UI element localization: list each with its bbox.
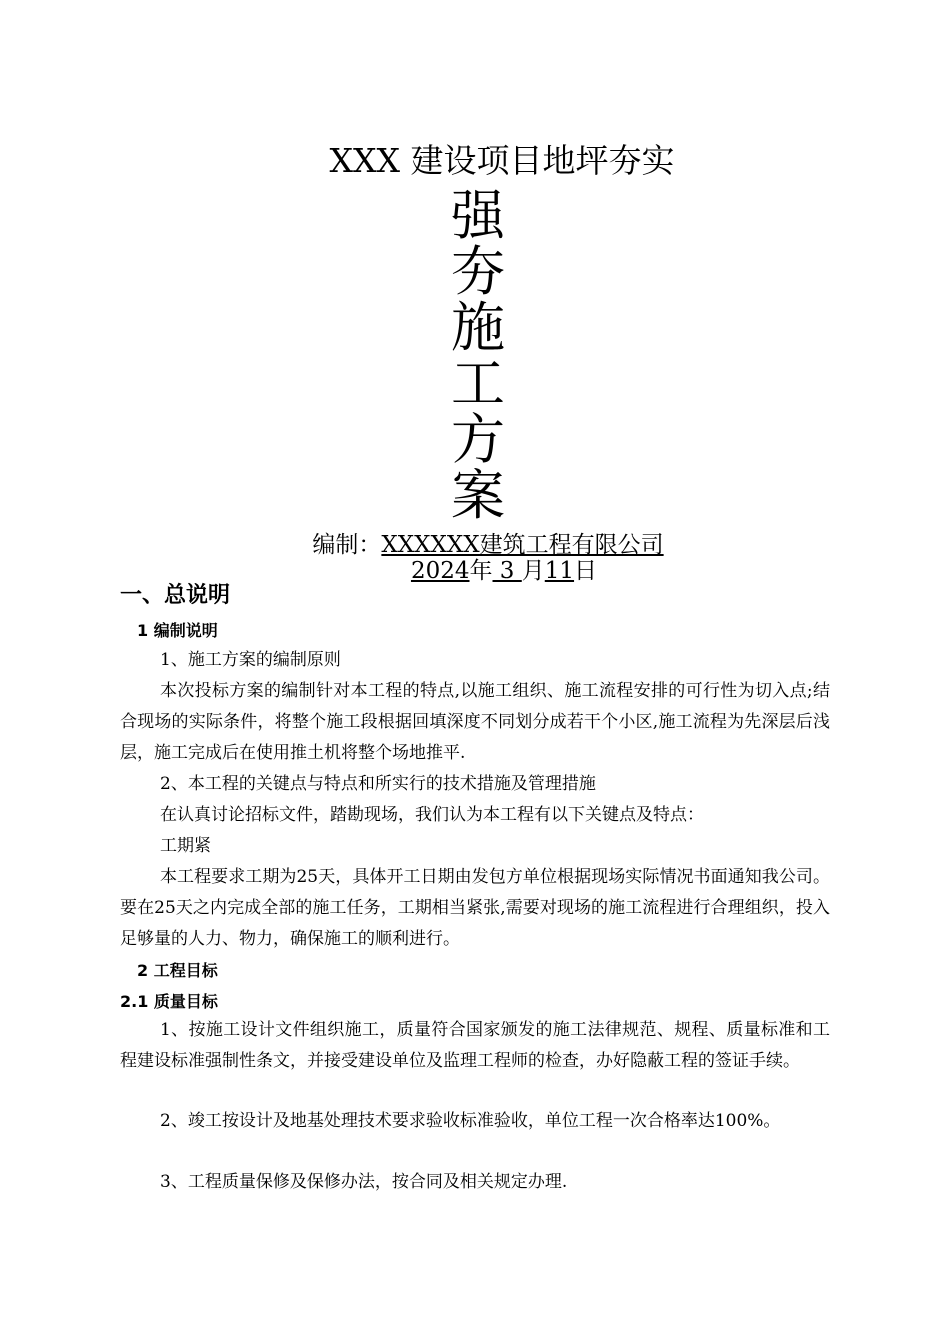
document-title: XXX 建设项目地坪夯实: [329, 141, 675, 180]
paragraph: 3、工程质量保修及保修办法，按合同及相关规定办理.: [160, 1172, 568, 1192]
vertical-title-char: 强: [451, 184, 505, 247]
subsection-heading: 1 编制说明: [137, 621, 218, 640]
vertical-title-char: 夯: [451, 240, 505, 303]
paragraph: 1、按施工设计文件组织施工，质量符合国家颁发的施工法律规范、规程、质量标准和工程建设标准强制性条文，并接受建设单位及监理工程师的检查，办好隐蔽工程的签证手续。: [120, 1020, 830, 1071]
section-heading: 一、总说明: [120, 583, 231, 608]
paragraph: 在认真讨论招标文件，踏勘现场，我们认为本工程有以下关键点及特点：: [160, 805, 704, 825]
vertical-title-char: 施: [451, 296, 505, 359]
vertical-title: [448, 184, 508, 527]
vertical-title-char: 案: [451, 464, 505, 527]
date-month: 3: [492, 558, 522, 584]
vertical-title-char: 工: [451, 352, 505, 415]
paragraph: 1、施工方案的编制原则: [160, 650, 341, 670]
compiler-company: XXXXXX建筑工程有限公司: [381, 532, 664, 558]
vertical-title-char: 方: [451, 408, 505, 471]
date-day-unit: 日: [574, 558, 598, 584]
paragraph: 本次投标方案的编制针对本工程的特点,以施工组织、施工流程安排的可行性为切入点;结合现场的实际条件，将整个施工段根据回填深度不同划分成若干个小区,施工流程为先深层后浅层，施工完成后在使用推土机将整个场地推平.: [120, 681, 830, 763]
subsection-heading: 2 工程目标: [137, 961, 218, 980]
subsection-heading: 2.1 质量目标: [120, 992, 218, 1011]
date-year-unit: 年: [469, 558, 493, 584]
paragraph: 工期紧: [160, 836, 211, 856]
paragraph: 本工程要求工期为25天，具体开工日期由发包方单位根据现场实际情况书面通知我公司。要在25天之内完成全部的施工任务，工期相当紧张,需要对现场的施工流程进行合理组织，投入足够量的人力、物力，确保施工的顺利进行。: [120, 867, 830, 949]
paragraph: 2、竣工按设计及地基处理技术要求验收标准验收，单位工程一次合格率达100%。: [160, 1111, 781, 1131]
compiler-label: 编制：: [312, 532, 382, 558]
paragraph: 2、本工程的关键点与特点和所实行的技术措施及管理措施: [160, 774, 596, 794]
date-month-unit: 月: [521, 558, 545, 584]
date-year: 2024: [410, 558, 470, 584]
date-day: 11: [544, 558, 575, 584]
